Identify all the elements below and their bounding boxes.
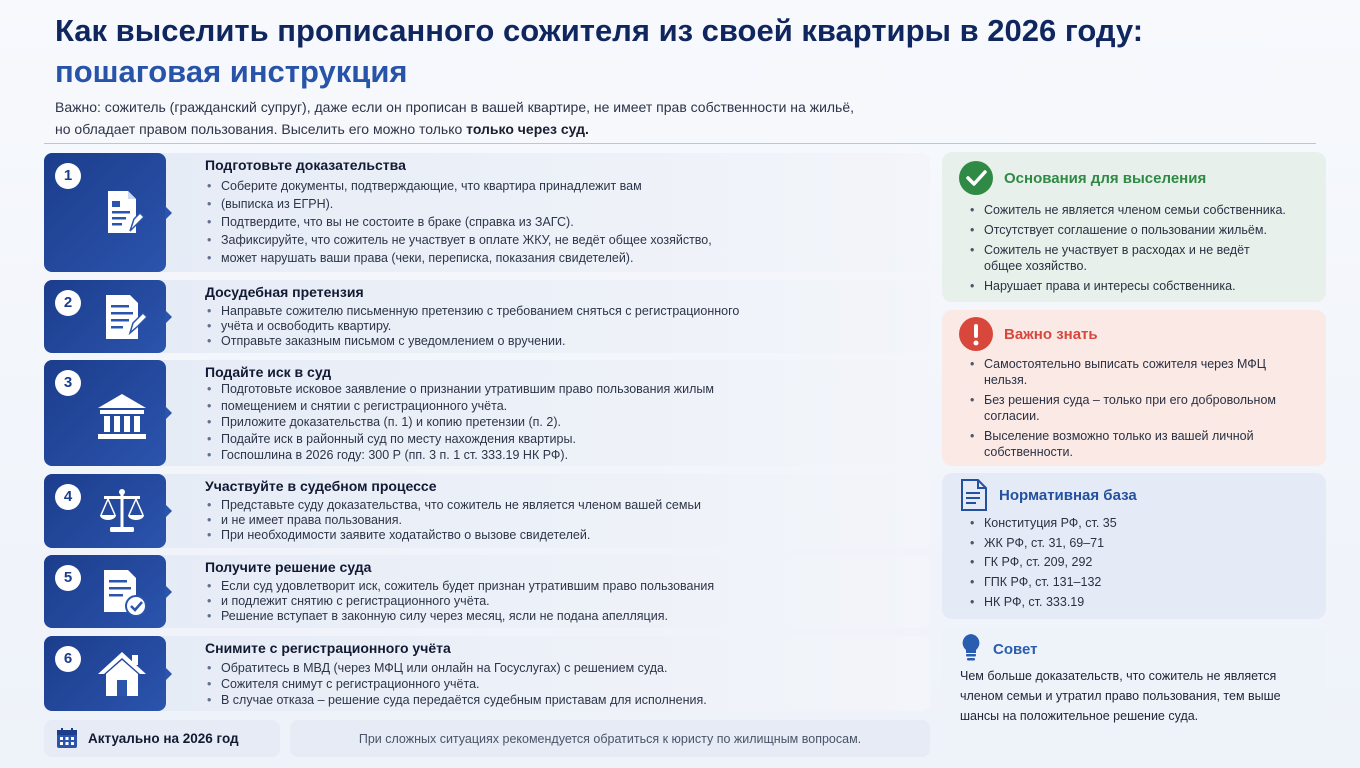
- important-card: [942, 310, 1326, 466]
- important-item: • Без решения суда – только при его добровольном согласии.: [968, 392, 1288, 424]
- intro-line2: [55, 118, 955, 140]
- step-3-card: [44, 360, 930, 466]
- step-item: • Сожителя снимут с регистрационного учёта.: [205, 676, 707, 692]
- tip-text: Чем больше доказательств, что сожитель не является членом семьи и утратил право пользования, тем выше шансы на положительное решение суда.: [960, 669, 1281, 723]
- step-title: Получите решение суда: [205, 559, 372, 575]
- step-item: • учёта и освободить квартиру.: [205, 319, 739, 334]
- step-pointer: [165, 504, 172, 518]
- step-item: • Приложите доказательства (п. 1) и копию претензии (п. 2).: [205, 414, 714, 431]
- step-title: Досудебная претензия: [205, 284, 364, 300]
- footer-note: [290, 720, 930, 757]
- step-item: • Отправьте заказным письмом с уведомлением о вручении.: [205, 334, 739, 349]
- actual-date-label: Актуально на 2026 год: [88, 731, 239, 746]
- step-title: Снимите с регистрационного учёта: [205, 640, 451, 656]
- important-title: Важно знать: [1004, 326, 1098, 343]
- step-5-card: [44, 555, 930, 628]
- step-number: 1: [55, 163, 81, 189]
- document-pen-icon: [94, 185, 150, 241]
- legal-basis-item: • ГПК РФ, ст. 131–132: [968, 574, 1308, 590]
- important-item: • Самостоятельно выписать сожителя через МФЦ нельзя.: [968, 356, 1288, 388]
- step-item: • (выписка из ЕГРН).: [205, 195, 712, 213]
- step-item: • В случае отказа – решение суда передаётся судебным приставам для исполнения.: [205, 692, 707, 708]
- intro-line2-bold: только через суд.: [466, 121, 589, 137]
- grounds-item: • Нарушает права и интересы собственника.: [968, 278, 1308, 294]
- step-number: 6: [55, 646, 81, 672]
- legal-basis-list: [968, 515, 1308, 610]
- grounds-item: • Отсутствует соглашение о пользовании жильём.: [968, 222, 1308, 238]
- lightbulb-icon: [960, 632, 982, 662]
- actual-date-badge: [44, 720, 280, 757]
- step-pointer: [165, 206, 172, 220]
- tip-card: [942, 626, 1326, 724]
- legal-basis-item: • ЖК РФ, ст. 31, 69–71: [968, 535, 1308, 551]
- calendar-icon: [56, 727, 78, 749]
- step-badge: [44, 360, 166, 466]
- legal-basis-item: • ГК РФ, ст. 209, 292: [968, 554, 1308, 570]
- step-item: • Подготовьте исковое заявление о признании утратившим право пользования жилым: [205, 381, 714, 398]
- scales-icon: [94, 483, 150, 539]
- step-items: [205, 381, 714, 464]
- step-pointer: [165, 585, 172, 599]
- step-title: Подайте иск в суд: [205, 364, 332, 380]
- step-items: [205, 177, 712, 267]
- step-item: • Подтвердите, что вы не состоите в браке (справка из ЗАГС).: [205, 213, 712, 231]
- intro-line1: Важно: сожитель (гражданский супруг), даже если он прописан в вашей квартире, не имеет прав собственности на жильё,: [55, 99, 855, 115]
- check-circle-icon: [958, 160, 994, 196]
- document-list-icon: [960, 479, 988, 511]
- grounds-list: [968, 202, 1308, 294]
- page-title: [55, 10, 1315, 92]
- step-badge: [44, 636, 166, 711]
- step-item: • Соберите документы, подтверждающие, что квартира принадлежит вам: [205, 177, 712, 195]
- page-title-line2: пошаговая инструкция: [55, 54, 408, 89]
- step-number: 3: [55, 370, 81, 396]
- step-number: 2: [55, 290, 81, 316]
- grounds-item: • Сожитель не участвует в расходах и не ведёт общее хозяйство.: [968, 242, 1268, 274]
- grounds-card: [942, 152, 1326, 302]
- step-4-card: [44, 474, 930, 548]
- step-title: Подготовьте доказательства: [205, 157, 406, 173]
- step-item: • При необходимости заявите ходатайство о вызове свидетелей.: [205, 528, 701, 543]
- step-number: 4: [55, 484, 81, 510]
- step-items: [205, 579, 714, 624]
- step-pointer: [165, 406, 172, 420]
- step-item: • может нарушать ваши права (чеки, переписка, показания свидетелей).: [205, 249, 712, 267]
- step-items: [205, 498, 701, 543]
- exclamation-circle-icon: [958, 316, 994, 352]
- step-badge: [44, 280, 166, 353]
- step-item: • и подлежит снятию с регистрационного учёта.: [205, 594, 714, 609]
- step-item: • Зафиксируйте, что сожитель не участвует в оплате ЖКУ, не ведёт общее хозяйство,: [205, 231, 712, 249]
- step-badge: [44, 474, 166, 548]
- step-item: • Представьте суду доказательства, что сожитель не является членом вашей семьи: [205, 498, 701, 513]
- page-title-line1: Как выселить прописанного сожителя из своей квартиры в 2026 году:: [55, 13, 1144, 48]
- legal-basis-card: [942, 473, 1326, 619]
- step-pointer: [165, 667, 172, 681]
- step-item: • помещением и снятии с регистрационного учёта.: [205, 398, 714, 415]
- step-item: • Решение вступает в законную силу через месяц, ясли не подана апелляция.: [205, 609, 714, 624]
- grounds-title: Основания для выселения: [1004, 170, 1207, 187]
- step-items: [205, 304, 739, 349]
- step-1-card: [44, 153, 930, 272]
- footer-note-text: При сложных ситуациях рекомендуется обратиться к юристу по жилищным вопросам.: [358, 732, 862, 746]
- intro-text: [55, 96, 955, 140]
- step-title: Участвуйте в судебном процессе: [205, 478, 437, 494]
- step-badge: [44, 555, 166, 628]
- document-check-icon: [94, 564, 150, 620]
- step-pointer: [165, 310, 172, 324]
- step-6-card: [44, 636, 930, 711]
- step-item: • Подайте иск в районный суд по месту нахождения квартиры.: [205, 431, 714, 448]
- legal-basis-item: • Конституция РФ, ст. 35: [968, 515, 1308, 531]
- step-item: • Направьте сожителю письменную претензию с требованием сняться с регистрационного: [205, 304, 739, 319]
- step-item: • Если суд удовлетворит иск, сожитель будет признан утратившим право пользования: [205, 579, 714, 594]
- grounds-item: • Сожитель не является членом семьи собственника.: [968, 202, 1308, 218]
- tip-title: Совет: [993, 641, 1038, 658]
- intro-line2-prefix: но обладает правом пользования. Выселить его можно только: [55, 121, 467, 137]
- step-item: • Госпошлина в 2026 году: 300 Р (пп. 3 п. 1 ст. 333.19 НК РФ).: [205, 447, 714, 464]
- claim-letter-icon: [94, 289, 150, 345]
- header-divider: [44, 143, 1316, 144]
- courthouse-icon: [94, 388, 150, 444]
- important-list: [968, 356, 1298, 460]
- step-badge: [44, 153, 166, 272]
- step-number: 5: [55, 565, 81, 591]
- step-item: • Обратитесь в МВД (через МФЦ или онлайн на Госуслугах) с решением суда.: [205, 660, 707, 676]
- house-icon: [94, 646, 150, 702]
- legal-basis-title: Нормативная база: [999, 487, 1137, 504]
- step-item: • и не имеет права пользования.: [205, 513, 701, 528]
- important-item: • Выселение возможно только из вашей личной собственности.: [968, 428, 1288, 460]
- step-2-card: [44, 280, 930, 353]
- step-items: [205, 660, 707, 708]
- legal-basis-item: • НК РФ, ст. 333.19: [968, 594, 1308, 610]
